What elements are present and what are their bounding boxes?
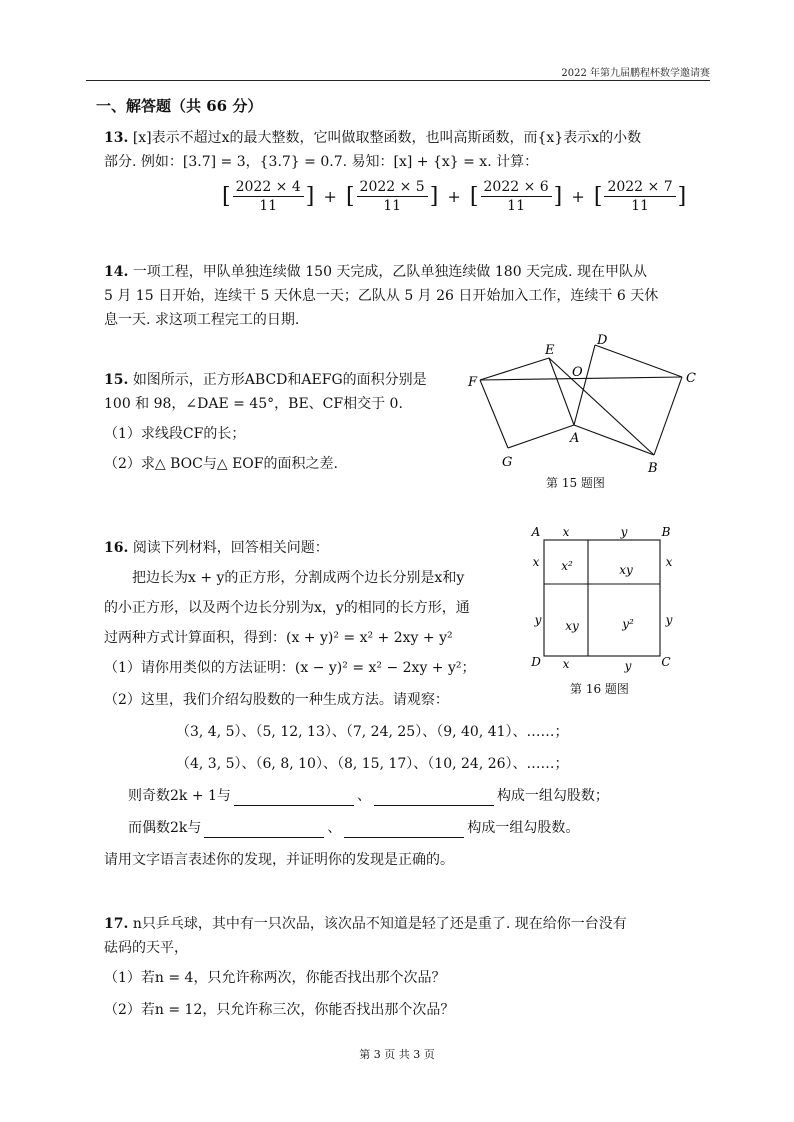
- odd-prefix: 则奇数2k + 1与: [128, 788, 231, 804]
- q16-last-line: 请用文字语言表述你的发现，并证明你的发现是正确的。: [104, 852, 454, 868]
- q16-text-line3: 的小正方形，以及两个边长分别为x，y的相同的长方形，通: [104, 600, 470, 616]
- label-d: D: [597, 333, 608, 348]
- q15-figure-caption: 第 15 题图: [546, 476, 605, 490]
- label-o: O: [572, 365, 583, 380]
- label-b: B: [661, 525, 671, 539]
- area-y2: y²: [622, 617, 634, 631]
- area-x2: x²: [561, 559, 573, 573]
- bottom-x: x: [562, 657, 570, 671]
- label-c: C: [686, 371, 696, 386]
- q14-text-line2: 5 月 15 日开始，连续干 5 天休息一天；乙队从 5 月 26 日开始加入工作，连续干 6 天休: [104, 288, 659, 304]
- label-g: G: [502, 455, 513, 470]
- header-rule: [86, 80, 710, 81]
- label-d: D: [531, 655, 541, 669]
- q16-line1: [104, 538, 329, 558]
- q17-part1: （1）若n = 4，只允许称两次，你能否找出那个次品？: [104, 970, 446, 986]
- edge-ad: [574, 345, 595, 425]
- left-x: x: [532, 555, 540, 569]
- q14-text-line1: 一项工程，甲队单独连续做 150 天完成，乙队单独连续做 180 天完成. 现在甲队从: [132, 264, 647, 280]
- q16-figure-caption: 第 16 题图: [570, 682, 629, 696]
- even-blank-1[interactable]: [204, 823, 324, 838]
- q15-text-line2: 100 和 98，∠DAE = 45°，BE、CF相交于 0.: [104, 396, 403, 412]
- fraction: $\frac{2022 \times 5}{11}$: [357, 178, 428, 215]
- odd-sep: 、: [356, 788, 371, 804]
- q13-text-line1: [x]表示不超过x的最大整数，它叫做取整函数，也叫高斯函数，而{x}表示x的小数: [132, 130, 642, 146]
- right-y: y: [665, 613, 673, 627]
- q13-line1: [104, 128, 641, 148]
- q15-number: 15.: [104, 372, 129, 388]
- odd-blank-1[interactable]: [234, 791, 354, 806]
- top-x: x: [562, 525, 570, 539]
- q13-text-line2: 部分. 例如：[3.7] = 3，{3.7} = 0.7. 易知：[x] + {x} = x. 计算：: [104, 154, 539, 170]
- q16-sequence1: （3, 4, 5）、（5, 12, 13）、（7, 24, 25）、（9, 40, 41）、……；: [176, 724, 569, 740]
- q17-text-line2: 砝码的天平，: [104, 940, 188, 956]
- q16-odd-line: [128, 786, 609, 806]
- q16-sequence2: （4, 3, 5）、（6, 8, 10）、（8, 15, 17）、（10, 24, 26）、……；: [176, 756, 569, 772]
- outer-square: [544, 540, 660, 656]
- q13-number: 13.: [104, 130, 129, 146]
- left-y: y: [534, 613, 542, 627]
- odd-blank-2[interactable]: [374, 791, 494, 806]
- q15-part1: （1）求线段CF的长；: [104, 426, 246, 442]
- label-c: C: [661, 655, 671, 669]
- area-xy-top: xy: [619, 563, 633, 577]
- edge-fg: [480, 380, 508, 448]
- page-header: 2022 年第九届鹏程杯数学邀请赛: [561, 68, 710, 79]
- segment-be: [549, 358, 654, 455]
- q17-text-line1: n只乒乓球，其中有一只次品，该次品不知道是轻了还是重了. 现在给你一台没有: [132, 916, 627, 932]
- q16-figure: [524, 520, 684, 680]
- odd-suffix: 构成一组勾股数；: [496, 788, 609, 804]
- even-suffix: 构成一组勾股数。: [467, 820, 580, 836]
- fraction: $\frac{2022 \times 7}{11}$: [604, 178, 675, 215]
- q16-text-line4: 过两种方式计算面积，得到：(x + y)² = x² + 2xy + y²: [104, 630, 453, 646]
- q13-expression: [ $\frac{2022 \times 4}{11}$ ] + [ $\frac{2022 \times 5}{11}$ ] + [ $\frac{2022 \times 6}{11}$ ] + [ $\frac{2022 \times 7}{11}$ ]: [222, 179, 687, 214]
- bottom-y: y: [624, 659, 632, 673]
- area-xy-bottom: xy: [565, 619, 579, 633]
- even-prefix: 而偶数2k与: [128, 820, 202, 836]
- section-title: 一、解答题（共 66 分）: [96, 97, 263, 115]
- fraction: $\frac{2022 \times 4}{11}$: [233, 178, 304, 215]
- right-x: x: [665, 555, 673, 569]
- q17-part2: （2）若n = 12，只允许称三次，你能否找出那个次品？: [104, 1002, 455, 1018]
- edge-ga: [508, 425, 574, 448]
- q14-number: 14.: [104, 264, 129, 280]
- edge-dc: [595, 345, 682, 377]
- q16-text-line1: 阅读下列材料，回答相关问题：: [132, 540, 329, 556]
- q14-text-line3: 息一天. 求这项工程完工的日期.: [104, 312, 300, 328]
- q15-figure: [460, 330, 710, 490]
- page-footer: 第 3 页 共 3 页: [359, 1048, 435, 1061]
- edge-ba: [574, 425, 654, 455]
- label-e: E: [545, 343, 555, 358]
- q15-text-line1: 如图所示，正方形ABCD和AEFG的面积分别是: [132, 372, 427, 388]
- top-y: y: [620, 525, 628, 539]
- label-a: A: [531, 525, 541, 539]
- q17-number: 17.: [104, 916, 129, 932]
- label-f: F: [468, 375, 478, 390]
- even-blank-2[interactable]: [344, 823, 464, 838]
- q15-line1: [104, 370, 427, 390]
- edge-cb: [654, 377, 682, 455]
- edge-ef: [480, 358, 549, 380]
- q15-part2: （2）求△ BOC与△ EOF的面积之差.: [104, 456, 338, 472]
- q16-text-line2: 把边长为x + y的正方形，分割成两个边长分别是x和y: [132, 570, 465, 586]
- even-sep: 、: [327, 820, 342, 836]
- q16-part2: （2）这里，我们介绍勾股数的一种生成方法。请观察：: [104, 692, 449, 708]
- q14-line1: [104, 262, 647, 282]
- label-b: B: [648, 461, 658, 476]
- q16-part1: （1）请你用类似的方法证明：(x − y)² = x² − 2xy + y²；: [104, 660, 476, 676]
- q17-line1: [104, 914, 627, 934]
- edge-ae: [549, 358, 574, 425]
- fraction: $\frac{2022 \times 6}{11}$: [481, 178, 552, 215]
- q16-even-line: [128, 818, 579, 838]
- q16-number: 16.: [104, 540, 129, 556]
- label-a: A: [570, 431, 580, 446]
